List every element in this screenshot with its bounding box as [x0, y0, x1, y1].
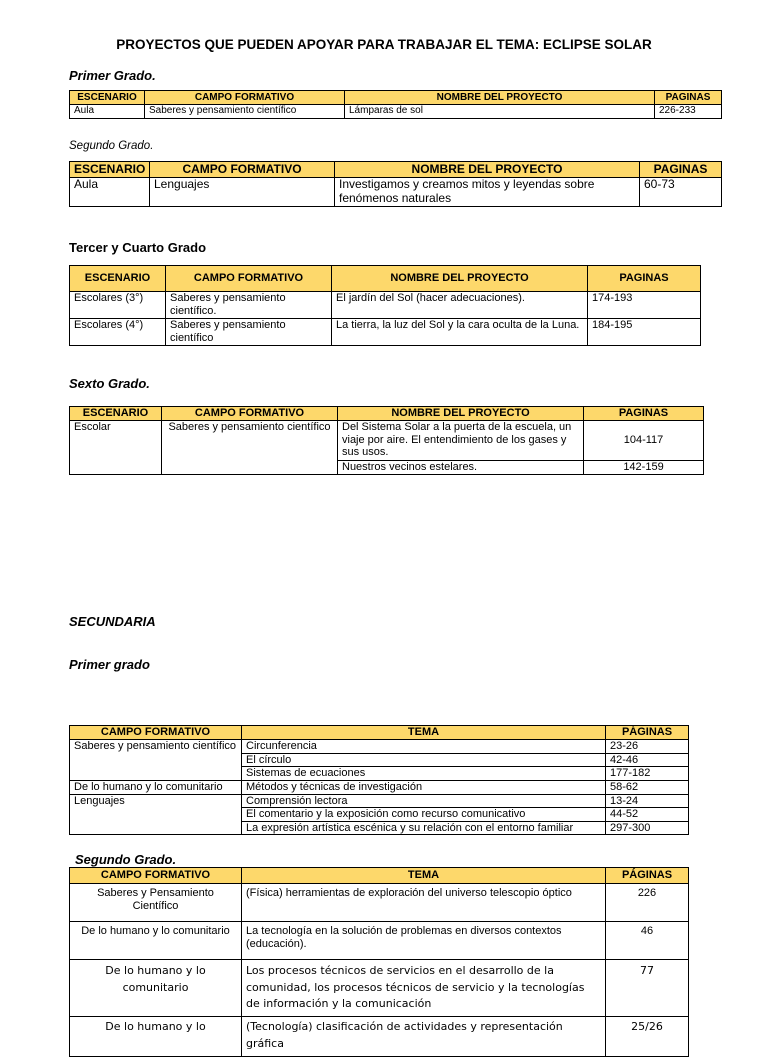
- table-secundaria-primer-grado: [69, 725, 689, 835]
- col-header: ESCENARIO: [70, 407, 162, 421]
- cell-tema: Sistemas de ecuaciones: [242, 767, 606, 781]
- cell-tema: El comentario y la exposición como recurso comunicativo: [242, 808, 606, 822]
- cell-escenario: Escolares (4°): [70, 319, 166, 346]
- cell-paginas: 44-52: [606, 808, 689, 822]
- cell-paginas: 25/26: [606, 1017, 689, 1057]
- heading-secundaria: SECUNDARIA: [69, 614, 156, 629]
- table-row: [70, 105, 722, 119]
- cell-tema: El círculo: [242, 753, 606, 767]
- cell-campo: Lenguajes: [70, 794, 242, 835]
- cell-paginas: 77: [606, 960, 689, 1017]
- cell-campo: De lo humano y lo: [70, 1017, 242, 1057]
- cell-paginas: 13-24: [606, 794, 689, 808]
- cell-paginas: 58-62: [606, 780, 689, 794]
- table-sexto-grado: [69, 406, 704, 475]
- col-header: NOMBRE DEL PROYECTO: [335, 162, 640, 178]
- heading-tercer-cuarto-grado: Tercer y Cuarto Grado: [69, 240, 207, 255]
- col-header: PAGINAS: [655, 91, 722, 105]
- cell-tema: Los procesos técnicos de servicios en el desarrollo de la comunidad, los procesos técnicos de servicio y la tecnologías de información y la comunicación: [242, 960, 606, 1017]
- cell-escenario: Aula: [70, 178, 150, 207]
- table-row: [70, 884, 689, 922]
- cell-paginas: 226-233: [655, 105, 722, 119]
- table-row: [70, 1017, 689, 1057]
- cell-tema: La expresión artística escénica y su relación con el entorno familiar: [242, 821, 606, 835]
- col-header: CAMPO FORMATIVO: [162, 407, 338, 421]
- cell-paginas: 226: [606, 884, 689, 922]
- table-primer-grado: [69, 90, 722, 119]
- heading-primer-grado: Primer Grado.: [69, 68, 156, 83]
- col-header: ESCENARIO: [70, 91, 145, 105]
- col-header: PÁGINAS: [606, 868, 689, 884]
- table-row: [70, 178, 722, 207]
- page-title: PROYECTOS QUE PUEDEN APOYAR PARA TRABAJAR EL TEMA: ECLIPSE SOLAR: [116, 37, 652, 52]
- cell-paginas: 177-182: [606, 767, 689, 781]
- cell-campo: De lo humano y lo comunitario: [70, 960, 242, 1017]
- col-header: NOMBRE DEL PROYECTO: [332, 266, 588, 292]
- col-header: PAGINAS: [584, 407, 704, 421]
- col-header: CAMPO FORMATIVO: [70, 868, 242, 884]
- heading-segundo-grado: Segundo Grado.: [69, 140, 154, 152]
- table-row: [70, 740, 689, 754]
- col-header: CAMPO FORMATIVO: [166, 266, 332, 292]
- cell-campo: Saberes y pensamiento científico.: [166, 292, 332, 319]
- col-header: NOMBRE DEL PROYECTO: [345, 91, 655, 105]
- col-header: PÁGINAS: [606, 726, 689, 740]
- cell-paginas: 184-195: [588, 319, 701, 346]
- col-header: NOMBRE DEL PROYECTO: [338, 407, 584, 421]
- heading-secundaria-primer-grado: Primer grado: [69, 657, 150, 672]
- cell-campo: Saberes y pensamiento científico: [166, 319, 332, 346]
- table-secundaria-segundo-grado: [69, 867, 689, 1057]
- table-row: [70, 780, 689, 794]
- table-row: [70, 421, 704, 461]
- cell-paginas: 297-300: [606, 821, 689, 835]
- cell-campo: Saberes y pensamiento científico: [70, 740, 242, 781]
- heading-sexto-grado: Sexto Grado.: [69, 376, 150, 391]
- col-header: TEMA: [242, 868, 606, 884]
- cell-tema: Métodos y técnicas de investigación: [242, 780, 606, 794]
- col-header: CAMPO FORMATIVO: [145, 91, 345, 105]
- cell-campo: Saberes y Pensamiento Científico: [70, 884, 242, 922]
- cell-paginas: 46: [606, 922, 689, 960]
- table-tercer-cuarto-grado: [69, 265, 701, 346]
- cell-paginas: 60-73: [640, 178, 722, 207]
- cell-escenario: Escolares (3°): [70, 292, 166, 319]
- cell-tema: Circunferencia: [242, 740, 606, 754]
- cell-escenario: Aula: [70, 105, 145, 119]
- cell-proyecto: Del Sistema Solar a la puerta de la escuela, un viaje por aire. El entendimiento de los gases y sus usos.: [338, 421, 584, 461]
- cell-proyecto: Lámparas de sol: [345, 105, 655, 119]
- heading-secundaria-segundo-grado: Segundo Grado.: [75, 852, 177, 867]
- cell-campo: Saberes y pensamiento científico: [162, 421, 338, 475]
- col-header: CAMPO FORMATIVO: [70, 726, 242, 740]
- cell-paginas: 104-117: [584, 421, 704, 461]
- cell-proyecto: El jardín del Sol (hacer adecuaciones).: [332, 292, 588, 319]
- table-segundo-grado: [69, 161, 722, 207]
- cell-escenario: Escolar: [70, 421, 162, 475]
- col-header: ESCENARIO: [70, 162, 150, 178]
- cell-paginas: 174-193: [588, 292, 701, 319]
- table-row: [70, 319, 701, 346]
- cell-campo: De lo humano y lo comunitario: [70, 922, 242, 960]
- cell-paginas: 23-26: [606, 740, 689, 754]
- cell-tema: Comprensión lectora: [242, 794, 606, 808]
- col-header: CAMPO FORMATIVO: [150, 162, 335, 178]
- table-row: [70, 960, 689, 1017]
- cell-proyecto: Investigamos y creamos mitos y leyendas sobre fenómenos naturales: [335, 178, 640, 207]
- col-header: PAGINAS: [640, 162, 722, 178]
- cell-tema: (Física) herramientas de exploración del universo telescopio óptico: [242, 884, 606, 922]
- table-row: [70, 794, 689, 808]
- cell-campo: Saberes y pensamiento científico: [145, 105, 345, 119]
- col-header: ESCENARIO: [70, 266, 166, 292]
- cell-proyecto: La tierra, la luz del Sol y la cara oculta de la Luna.: [332, 319, 588, 346]
- cell-tema: (Tecnología) clasificación de actividades y representación gráfica: [242, 1017, 606, 1057]
- col-header: TEMA: [242, 726, 606, 740]
- cell-tema: La tecnología en la solución de problemas en diversos contextos (educación).: [242, 922, 606, 960]
- col-header: PAGINAS: [588, 266, 701, 292]
- cell-paginas: 142-159: [584, 461, 704, 475]
- table-row: [70, 292, 701, 319]
- table-row: [70, 922, 689, 960]
- cell-campo: Lenguajes: [150, 178, 335, 207]
- cell-proyecto: Nuestros vecinos estelares.: [338, 461, 584, 475]
- cell-paginas: 42-46: [606, 753, 689, 767]
- cell-campo: De lo humano y lo comunitario: [70, 780, 242, 794]
